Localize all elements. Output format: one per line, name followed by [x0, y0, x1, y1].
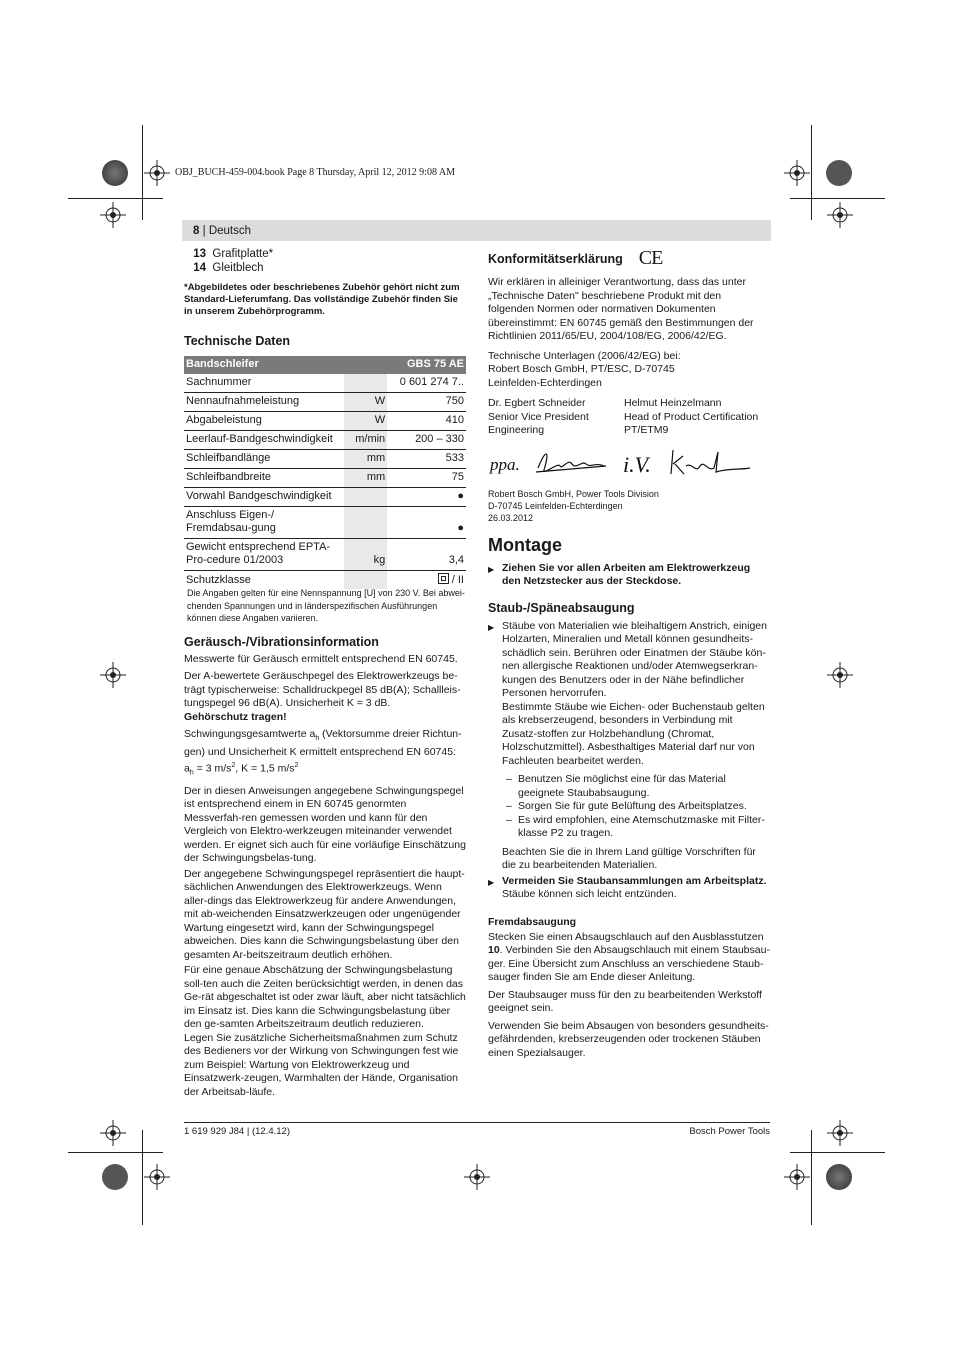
table-row: Abgabeleistung W 410: [184, 411, 466, 430]
signatures-image: [488, 444, 770, 486]
signature-right: [623, 450, 750, 477]
noise-paragraph: Der A-bewertete Geräuschpegel des Elektrowerkzeugs be-trägt typischerweise: Schalldruckpegel 85 dB(A); Schallleis-tungspegel 96 dB(A). Unsicherheit K = 3 dB.: [184, 670, 461, 710]
signatories: [488, 397, 770, 438]
noise-paragraph: Für eine genaue Abschätzung der Schwingungsbelastung soll-ten auch die Zeiten berücksichtigt werden, in denen das Ge-rät abgeschaltet ist oder zwar läuft, aber nicht tatsächlich im Einsatz ist. Dies kann die Schwingungsbelastung über den ge-samten Arbeitszeitraum deutlich reduzieren.: [184, 964, 466, 1030]
header-language: Deutsch: [208, 225, 251, 237]
dust-accumulation-warning: ▶ Vermeiden Sie Staubansammlungen am Arbeitsplatz.: [488, 875, 770, 889]
dust-text: [488, 620, 770, 902]
accessory-note: *Abgebildetes oder beschriebenes Zubehör gehört nicht zum Standard-Lieferumfang. Das vollständige Zubehör finden Sie in unserem Zubehörprogramm.: [184, 281, 460, 317]
montage-heading: Montage: [488, 534, 562, 555]
page-header-bar: [182, 220, 771, 241]
table-row: Sachnummer 0 601 274 7..: [184, 374, 466, 393]
table-row: Anschluss Eigen-/ Fremdabsau-gung ●: [184, 506, 466, 538]
ce-mark-icon: CE: [638, 247, 663, 269]
page-number: 8: [193, 225, 200, 237]
conformity-title-row: [488, 247, 770, 270]
extraction-paragraph: Verwenden Sie beim Absaugen von besonders gesundheits-gefährdenden, krebserzeugenden oder trockenen Stäuben einen Spezialsauger.: [488, 1019, 769, 1059]
tech-data-note: Die Angaben gelten für eine Nennspannung [U] von 230 V. Bei abwei-chenden Spannungen und in länderspezifischen Ausführungen können diese Angaben variieren.: [187, 588, 465, 624]
signatory-right: Helmut Heinzelmann Head of Product Certification PT/ETM9: [624, 397, 759, 436]
noise-paragraph: Der angegebene Schwingungspegel repräsentiert die haupt-sächlichen Anwendungen des Elektrowerkzeugs. Wenn aller-dings das Elektrowerkzeug für andere Anwendungen, mit ab-weichenden Einsatzwerkzeugen oder ungenügender Wartung eingesetzt wird, kann der Schwingungspegel abweichen. Dies kann die Schwingungsbelastung über den gesamten Ar-beitszeitraum deutlich erhöhen.: [184, 867, 465, 961]
signatory-left: Dr. Egbert Schneider Senior Vice President Engineering: [488, 397, 589, 436]
right-column: [488, 247, 770, 1060]
dust-extraction-heading: Staub-/Späneabsaugung: [488, 600, 635, 615]
extraction-paragraph: Der Staubsauger muss für den zu bearbeitenden Werkstoff geeignet sein.: [488, 988, 762, 1014]
table-header-row: Bandschleifer GBS 75 AE: [184, 356, 466, 374]
company-address: Robert Bosch GmbH, Power Tools Division D-70745 Leinfelden-Echterdingen 26.03.2012: [488, 488, 659, 523]
technical-documents-paragraph: Technische Unterlagen (2006/42/EG) bei: Robert Bosch GmbH, PT/ESC, D-70745 Leinfelden-Echterdingen: [488, 349, 681, 389]
external-extraction-heading: Fremdabsaugung: [488, 915, 577, 928]
tech-data-table: [184, 356, 466, 590]
list-item: – Es wird empfohlen, eine Atemschutzmaske mit Filter-klasse P2 zu tragen.: [488, 814, 770, 841]
noise-heading: Geräusch-/Vibrationsinformation: [184, 634, 379, 649]
table-row: Nennaufnahmeleistung W 750: [184, 392, 466, 411]
print-mark: OBJ_BUCH-459-004.book Page 8 Thursday, April 12, 2012 9:08 AM: [175, 167, 455, 178]
footer-left: 1 619 929 J84 | (12.4.12): [184, 1126, 290, 1137]
noise-text: [184, 653, 466, 1099]
noise-paragraph: Der in diesen Anweisungen angegebene Schwingungspegel ist entsprechend einem in EN 60745 genormten Messverfah-ren gemessen worden und kann für den Vergleich von Elektro-werkzeugen miteinander verwendet werden. Er eignet sich auch für eine vorläufige Einschätzung der Schwingungsbelas-tung.: [184, 784, 466, 864]
list-item: – Sorgen Sie für gute Belüftung des Arbeitsplatzes.: [488, 800, 770, 814]
table-row: Schleifbandlänge mm 533: [184, 449, 466, 468]
list-item: – Benutzen Sie möglichst eine für das Material geeignete Staubabsaugung.: [488, 773, 770, 800]
noise-paragraph: Legen Sie zusätzliche Sicherheitsmaßnahmen zum Schutz des Bedieners vor der Wirkung von Schwingungen fest wie zum Beispiel: Wartung von Elektrowerkzeug und Einsatzwerk-zeugen, Warmhalten der Hände, Organisation der Arbeitsab-läufe.: [184, 1031, 459, 1098]
footer-right: Bosch Power Tools: [689, 1126, 770, 1137]
footer-rule: [184, 1122, 770, 1123]
conformity-paragraph: Wir erklären in alleiniger Verantwortung, dass das unter „Technische Daten" beschriebene Produkt mit den folgenden Normen oder normativen Dokumenten übereinstimmt: EN 60745 gemäß den Bestimmungen der Richtlinien 2011/65/EU, 2004/108/EG, 2006/42/EG.: [488, 276, 754, 342]
signature-left: [489, 453, 606, 473]
noise-paragraph: Messwerte für Geräusch ermittelt entsprechend EN 60745.: [184, 652, 458, 665]
table-row: Schleifbandbreite mm 75: [184, 468, 466, 487]
table-row: Vorwahl Bandgeschwindigkeit ●: [184, 487, 466, 506]
external-extraction-text: [488, 931, 770, 1061]
svg-text:i.V.: i.V.: [623, 451, 651, 477]
page-header: [193, 224, 251, 238]
tech-data-heading: Technische Daten: [184, 333, 291, 348]
conformity-heading: Konformitätserklärung: [488, 251, 623, 266]
extraction-paragraph: Stecken Sie einen Absaugschlauch auf den Ausblasstutzen 10. Verbinden Sie den Absaugschlauch mit einem Staubsau-ger. Eine Übersicht zum Anschluss an verschiedene Staub-sauger finden Sie am Ende dieser Anleitung.: [488, 930, 770, 983]
left-column: [184, 247, 466, 1099]
header-separator: |: [202, 225, 206, 237]
dust-paragraph: Stäube können sich leicht entzünden.: [502, 888, 677, 900]
list-item: 13 Grafitplatte*: [193, 248, 274, 260]
dust-paragraph: Beachten Sie die in Ihrem Land gültige Vorschriften für die zu bearbeitenden Materialien.: [502, 845, 756, 871]
table-row: Schutzklasse / II: [184, 570, 466, 589]
dust-paragraph: Bestimmte Stäube wie Eichen- oder Buchenstaub gelten als krebserzeugend, besonders in Verbindung mit Zusatz-stoffen zur Holzbehandlung (Chromat, Holzschutzmittel). Asbesthaltiges Material darf nur von Fachleuten bearbeitet werden.: [502, 700, 765, 767]
noise-paragraph: Schwingungsgesamtwerte $a_h$ (Vektorsumme dreier Richtun-gen) und Unsicherheit K ermittelt entsprechend EN 60745: $a_h = 3$ $m/s^2$, K = 1,5 $m/s^2$: [184, 728, 462, 777]
svg-text:ppa.: ppa.: [490, 454, 520, 474]
unplug-warning: ▶ Ziehen Sie vor allen Arbeiten am Elektrowerkzeug den Netzstecker aus der Steckdose.: [488, 562, 770, 589]
hearing-protection-note: Gehörschutz tragen!: [184, 710, 287, 723]
list-item: 14 Gleitblech: [193, 262, 264, 275]
parts-list: [184, 247, 466, 276]
table-row: Gewicht entsprechend EPTA-Pro-cedure 01/2003 kg 3,4: [184, 538, 466, 570]
dust-paragraph: ▶ Stäube von Materialien wie bleihaltigem Anstrich, einigen Holzarten, Mineralien und Metall können gesundheits-schädlich sein. Berühren oder Einatmen der Stäube kön-nen allergische Reaktionen und/oder Atemwegserkran-kungen des Benutzers oder in der Nähe befindlicher Personen hervorrufen.: [488, 620, 770, 701]
protection-class-icon: [438, 573, 449, 584]
table-row: Leerlauf-Bandgeschwindigkeit m/min 200 – 330: [184, 430, 466, 449]
